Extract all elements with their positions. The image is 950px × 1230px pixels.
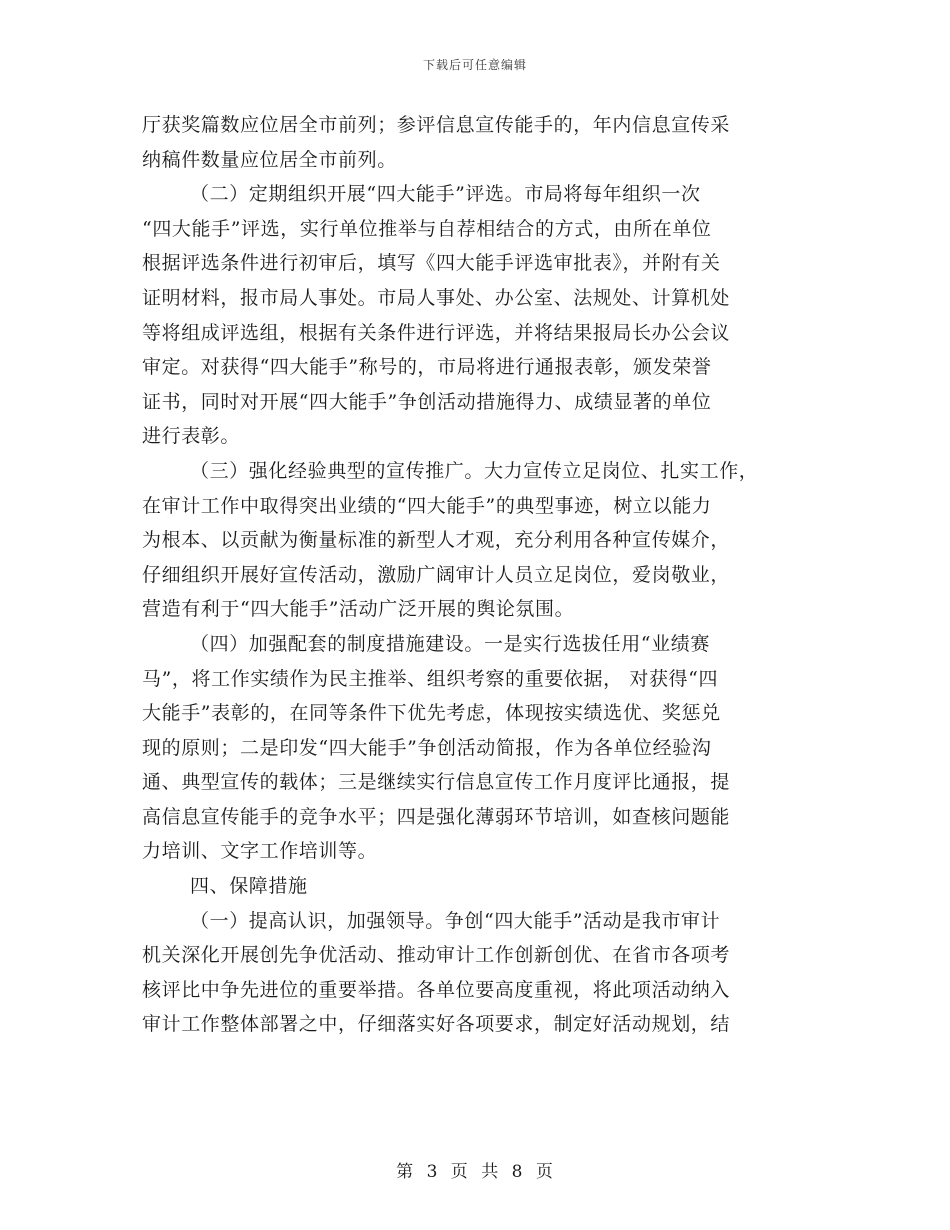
text-line: 在审计工作中取得突出业绩的“四大能手”的典型事迹，树立以能力 bbox=[142, 494, 712, 517]
text-line: 等将组成评选组，根据有关条件进行评选，并将结果报局长办公会议 bbox=[142, 321, 731, 344]
text-line: 机关深化开展创先争优活动、推动审计工作创新创优、在省市各项考 bbox=[142, 944, 731, 967]
section-heading: 四、保障措施 bbox=[190, 875, 308, 898]
document-body bbox=[142, 108, 802, 1042]
text-line: 核评比中争先进位的重要举措。各单位要高度重视，将此项活动纳入 bbox=[142, 978, 731, 1001]
text-line: 证书，同时对开展“四大能手”争创活动措施得力、成绩显著的单位 bbox=[142, 390, 712, 413]
text-line: 仔细组织开展好宣传活动，激励广阔审计人员立足岗位，爱岗敬业， bbox=[142, 563, 731, 586]
text-line: 审定。对获得“四大能手”称号的，市局将进行通报表彰，颁发荣誉 bbox=[142, 356, 712, 379]
text-line: “四大能手”评选，实行单位推举与自荐相结合的方式，由所在单位 bbox=[142, 217, 712, 240]
text-line: 证明材料，报市局人事处。市局人事处、办公室、法规处、计算机处 bbox=[142, 286, 731, 309]
text-line: 马”，将工作实绩作为民主推举、组织考察的重要依据， 对获得“四 bbox=[142, 667, 719, 690]
text-line: 厅获奖篇数应位居全市前列；参评信息宣传能手的，年内信息宣传采 bbox=[142, 114, 731, 136]
text-line: 高信息宣传能手的竞争水平；四是强化薄弱环节培训，如查核问题能 bbox=[142, 805, 731, 828]
header-note: 下载后可任意编辑 bbox=[422, 58, 527, 72]
text-line: 纳稿件数量应位居全市前列。 bbox=[142, 148, 397, 171]
page-number: 第 3 页 共 8 页 bbox=[396, 1162, 554, 1182]
text-line: 大能手”表彰的，在同等条件下优先考虑，体现按实绩选优、奖惩兑 bbox=[142, 702, 721, 725]
text-line: 进行表彰。 bbox=[142, 425, 241, 448]
text-line: （一）提高认识，加强领导。争创“四大能手”活动是我市审计 bbox=[190, 909, 721, 932]
text-line: 现的原则；二是印发“四大能手”争创活动简报，作为各单位经验沟 bbox=[142, 736, 712, 759]
text-line: 审计工作整体部署之中，仔细落实好各项要求，制定好活动规划，结 bbox=[142, 1013, 731, 1036]
text-line: （二）定期组织开展“四大能手”评选。市局将每年组织一次 bbox=[190, 183, 701, 206]
text-line: 通、典型宣传的载体；三是继续实行信息宣传工作月度评比通报，提 bbox=[142, 771, 731, 794]
text-line: 为根本、以贡献为衡量标准的新型人才观，充分利用各种宣传媒介， bbox=[142, 529, 731, 552]
text-line: （三）强化经验典型的宣传推广。大力宣传立足岗位、扎实工作， bbox=[190, 459, 759, 482]
text-line: 营造有利于“四大能手”活动广泛开展的舆论氛围。 bbox=[142, 598, 575, 621]
text-line: （四）加强配套的制度措施建设。一是实行选拔任用“业绩赛 bbox=[190, 632, 710, 655]
text-line: 根据评选条件进行初审后，填写《四大能手评选审批表》，并附有关 bbox=[142, 252, 721, 275]
text-line: 力培训、文字工作培训等。 bbox=[142, 840, 378, 863]
